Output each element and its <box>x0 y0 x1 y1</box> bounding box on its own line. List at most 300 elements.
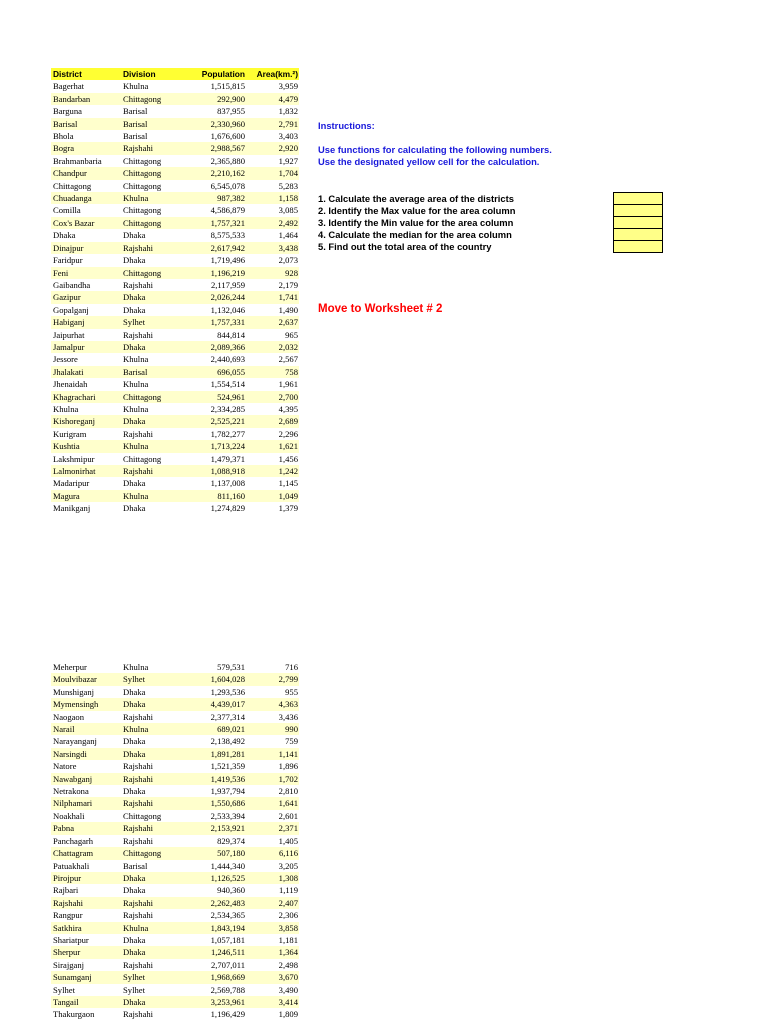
cell-population[interactable]: 1,293,536 <box>210 686 245 697</box>
cell-population[interactable]: 2,988,567 <box>179 142 246 154</box>
cell-population[interactable]: 811,160 <box>179 490 246 502</box>
cell-population[interactable]: 2,330,960 <box>179 118 246 130</box>
cell-population[interactable]: 829,374 <box>217 835 245 846</box>
cell-area[interactable]: 1,242 <box>246 465 299 477</box>
table-row <box>51 353 299 365</box>
cell-area[interactable]: 758 <box>246 366 299 378</box>
table-row <box>51 1008 299 1020</box>
cell-population[interactable]: 2,026,244 <box>179 291 246 303</box>
cell-district[interactable]: Chattagram <box>51 847 121 859</box>
cell-area[interactable]: 1,641 <box>246 797 299 809</box>
cell-district[interactable]: Chuadanga <box>51 192 121 204</box>
cell-area[interactable]: 1,405 <box>278 835 298 846</box>
cell-division[interactable]: Barisal <box>123 106 148 117</box>
cell-division[interactable]: Sylhet <box>123 984 145 995</box>
cell-area[interactable]: 990 <box>246 723 299 735</box>
cell-division[interactable]: Chittagong <box>123 180 162 191</box>
cell-population[interactable]: 2,153,921 <box>179 822 246 834</box>
table-row <box>51 661 299 673</box>
cell-population[interactable]: 1,891,281 <box>179 748 246 760</box>
cell-district[interactable]: Sylhet <box>53 984 75 995</box>
cell-district[interactable]: Panchagarh <box>53 835 94 846</box>
cell-area[interactable]: 1,832 <box>278 106 298 117</box>
cell-area[interactable]: 2,601 <box>278 810 298 821</box>
cell-population[interactable]: 1,515,815 <box>210 81 245 92</box>
cell-area[interactable]: 716 <box>285 662 298 672</box>
cell-district[interactable]: Patuakhali <box>53 860 90 871</box>
cell-population[interactable]: 1,550,686 <box>179 797 246 809</box>
cell-division[interactable]: Dhaka <box>123 230 146 241</box>
cell-division[interactable]: Khulna <box>123 379 149 390</box>
cell-division[interactable]: Rajshahi <box>121 797 179 809</box>
cell-division[interactable]: Chittagong <box>121 267 179 279</box>
cell-area[interactable]: 3,858 <box>246 922 299 934</box>
cell-district[interactable]: Natore <box>53 761 77 772</box>
cell-district[interactable]: Pirojpur <box>51 872 121 884</box>
cell-population[interactable]: 1,132,046 <box>210 304 245 315</box>
cell-population[interactable]: 2,365,880 <box>210 155 245 166</box>
cell-district[interactable]: Manikganj <box>53 503 91 514</box>
cell-population[interactable]: 2,707,011 <box>210 959 245 970</box>
cell-population[interactable]: 1,137,008 <box>210 478 245 489</box>
cell-area[interactable]: 4,479 <box>246 93 299 105</box>
cell-division[interactable]: Dhaka <box>123 686 146 697</box>
table-row <box>51 686 299 698</box>
task-2: 2. Identify the Max value for the area column <box>318 205 516 216</box>
cell-division[interactable]: Chittagong <box>121 391 179 403</box>
cell-district[interactable]: Narail <box>51 723 121 735</box>
cell-division[interactable]: Khulna <box>123 81 149 92</box>
cell-area[interactable]: 2,920 <box>246 142 299 154</box>
cell-area[interactable]: 1,809 <box>278 1009 298 1020</box>
cell-division[interactable]: Rajshahi <box>123 428 154 439</box>
cell-district[interactable]: Dhaka <box>53 230 76 241</box>
cell-population[interactable]: 1,937,794 <box>210 786 245 797</box>
cell-district[interactable]: Comilla <box>53 205 81 216</box>
table-row <box>51 254 299 266</box>
cell-division[interactable]: Chittagong <box>121 93 179 105</box>
cell-district[interactable]: Chandpur <box>51 167 121 179</box>
cell-district[interactable]: Narayanganj <box>53 736 97 747</box>
cell-area[interactable]: 2,179 <box>278 279 298 290</box>
cell-division[interactable]: Barisal <box>123 131 148 142</box>
cell-population[interactable]: 1,604,028 <box>179 673 246 685</box>
cell-area[interactable]: 928 <box>246 267 299 279</box>
cell-area[interactable]: 2,791 <box>246 118 299 130</box>
cell-division[interactable]: Chittagong <box>121 217 179 229</box>
table-row <box>51 403 299 415</box>
cell-population[interactable]: 1,757,331 <box>179 316 246 328</box>
cell-division[interactable]: Dhaka <box>123 304 146 315</box>
cell-population[interactable]: 1,757,321 <box>179 217 246 229</box>
cell-population[interactable]: 579,531 <box>217 662 245 672</box>
cell-district[interactable]: Habiganj <box>51 316 121 328</box>
cell-area[interactable]: 2,810 <box>278 786 298 797</box>
cell-district[interactable]: Cox's Bazar <box>51 217 121 229</box>
cell-district[interactable]: Faridpur <box>53 255 83 266</box>
cell-division[interactable]: Dhaka <box>123 786 146 797</box>
cell-population[interactable]: 1,968,669 <box>179 971 246 983</box>
header-area[interactable]: Area(km.²) <box>246 68 299 80</box>
cell-division[interactable]: Dhaka <box>121 415 179 427</box>
table-row <box>51 142 299 154</box>
cell-population[interactable]: 1,843,194 <box>179 922 246 934</box>
cell-district[interactable]: Satkhira <box>51 922 121 934</box>
cell-division[interactable]: Rajshahi <box>123 329 154 340</box>
cell-district[interactable]: Dinajpur <box>51 242 121 254</box>
cell-area[interactable]: 4,363 <box>246 698 299 710</box>
cell-area[interactable]: 1,490 <box>278 304 298 315</box>
cell-division[interactable]: Dhaka <box>121 341 179 353</box>
cell-division[interactable]: Khulna <box>121 723 179 735</box>
cell-area[interactable]: 1,158 <box>246 192 299 204</box>
cell-division[interactable]: Khulna <box>121 922 179 934</box>
cell-population[interactable]: 292,900 <box>179 93 246 105</box>
cell-division[interactable]: Khulna <box>123 403 149 414</box>
table-row <box>51 242 299 254</box>
cell-area[interactable]: 1,741 <box>246 291 299 303</box>
cell-district[interactable]: Brahmanbaria <box>53 155 102 166</box>
cell-district[interactable]: Magura <box>51 490 121 502</box>
cell-division[interactable]: Barisal <box>121 366 179 378</box>
cell-population[interactable]: 2,138,492 <box>210 736 245 747</box>
cell-area[interactable]: 1,621 <box>246 440 299 452</box>
cell-division[interactable]: Chittagong <box>123 155 162 166</box>
table-row <box>51 971 299 983</box>
cell-area[interactable]: 1,145 <box>278 478 298 489</box>
cell-population[interactable]: 837,955 <box>217 106 245 117</box>
cell-division[interactable]: Rajshahi <box>123 1009 154 1020</box>
cell-area[interactable]: 2,700 <box>246 391 299 403</box>
cell-area[interactable]: 1,702 <box>246 773 299 785</box>
cell-area[interactable]: 1,364 <box>246 946 299 958</box>
cell-population[interactable]: 2,117,959 <box>210 279 245 290</box>
table-row <box>51 167 299 179</box>
table-row <box>51 860 299 872</box>
cell-district[interactable]: Lakshmipur <box>53 453 95 464</box>
table-row <box>51 105 299 117</box>
cell-area[interactable]: 1,049 <box>246 490 299 502</box>
cell-district[interactable]: Thakurgaon <box>53 1009 95 1020</box>
cell-district[interactable]: Kishoreganj <box>51 415 121 427</box>
cell-division[interactable]: Rajshahi <box>123 835 154 846</box>
cell-district[interactable]: Munshiganj <box>53 686 95 697</box>
cell-division[interactable]: Chittagong <box>123 810 162 821</box>
cell-division[interactable]: Rajshahi <box>121 773 179 785</box>
cell-area[interactable]: 3,670 <box>246 971 299 983</box>
cell-area[interactable]: 965 <box>285 329 298 340</box>
cell-division[interactable]: Chittagong <box>121 847 179 859</box>
cell-population[interactable]: 1,782,277 <box>210 428 245 439</box>
table-row <box>51 711 299 723</box>
cell-district[interactable]: Madaripur <box>53 478 90 489</box>
cell-population[interactable]: 1,719,496 <box>210 255 245 266</box>
cell-population[interactable]: 1,196,429 <box>210 1009 245 1020</box>
cell-district[interactable]: Gaibandha <box>53 279 91 290</box>
table-row <box>51 897 299 909</box>
cell-division[interactable]: Rajshahi <box>123 761 154 772</box>
cell-district[interactable]: Sherpur <box>51 946 121 958</box>
table-row <box>51 279 299 291</box>
cell-population[interactable]: 1,057,181 <box>210 934 245 945</box>
cell-population[interactable]: 1,196,219 <box>179 267 246 279</box>
cell-district[interactable]: Rajshahi <box>51 897 121 909</box>
cell-area[interactable]: 1,456 <box>278 453 298 464</box>
cell-division[interactable]: Khulna <box>121 192 179 204</box>
cell-population[interactable]: 1,479,371 <box>210 453 245 464</box>
cell-district[interactable]: Feni <box>51 267 121 279</box>
cell-division[interactable]: Khulna <box>123 662 149 672</box>
cell-district[interactable]: Kushtia <box>51 440 121 452</box>
cell-population[interactable]: 4,439,017 <box>179 698 246 710</box>
cell-population[interactable]: 2,210,162 <box>179 167 246 179</box>
cell-division[interactable]: Dhaka <box>123 934 146 945</box>
cell-area[interactable]: 3,436 <box>278 711 298 722</box>
cell-area[interactable]: 3,490 <box>278 984 298 995</box>
table-row <box>51 946 299 958</box>
cell-district[interactable]: Rajbari <box>53 885 79 896</box>
cell-area[interactable]: 2,637 <box>246 316 299 328</box>
cell-division[interactable]: Rajshahi <box>121 142 179 154</box>
table-row <box>51 835 299 847</box>
header-district[interactable]: District <box>51 68 121 80</box>
cell-district[interactable]: Shariatpur <box>53 934 89 945</box>
cell-district[interactable]: Rangpur <box>53 910 83 921</box>
table-row <box>51 797 299 809</box>
cell-area[interactable]: 1,141 <box>246 748 299 760</box>
cell-area[interactable]: 1,181 <box>278 934 298 945</box>
cell-division[interactable]: Dhaka <box>121 748 179 760</box>
cell-area[interactable]: 3,403 <box>278 131 298 142</box>
cell-division[interactable]: Sylhet <box>121 971 179 983</box>
cell-population[interactable]: 940,360 <box>217 885 245 896</box>
cell-area[interactable]: 6,116 <box>246 847 299 859</box>
cell-district[interactable]: Gopalganj <box>53 304 89 315</box>
cell-division[interactable]: Dhaka <box>123 885 146 896</box>
header-division[interactable]: Division <box>121 68 179 80</box>
cell-area[interactable]: 3,438 <box>246 242 299 254</box>
table-row <box>51 673 299 685</box>
cell-division[interactable]: Barisal <box>123 860 148 871</box>
cell-population[interactable]: 2,089,366 <box>179 341 246 353</box>
cell-population[interactable]: 2,377,314 <box>210 711 245 722</box>
cell-district[interactable]: Jessore <box>53 354 78 365</box>
cell-population[interactable]: 1,676,600 <box>210 131 245 142</box>
table-row <box>51 959 299 971</box>
cell-division[interactable]: Rajshahi <box>123 711 154 722</box>
cell-district[interactable]: Netrakona <box>53 786 89 797</box>
cell-division[interactable]: Barisal <box>121 118 179 130</box>
cell-division[interactable]: Khulna <box>121 440 179 452</box>
cell-district[interactable]: Jhalakati <box>51 366 121 378</box>
cell-district[interactable]: Pabna <box>51 822 121 834</box>
instructions-line-2: Use the designated yellow cell for the calculation. <box>318 156 540 167</box>
cell-district[interactable]: Bandarban <box>51 93 121 105</box>
cell-population[interactable]: 2,440,693 <box>210 354 245 365</box>
cell-division[interactable]: Dhaka <box>123 255 146 266</box>
cell-division[interactable]: Chittagong <box>121 167 179 179</box>
cell-district[interactable]: Khulna <box>53 403 79 414</box>
cell-population[interactable]: 1,444,340 <box>210 860 245 871</box>
cell-area[interactable]: 1,704 <box>246 167 299 179</box>
cell-district[interactable]: Narsingdi <box>51 748 121 760</box>
cell-area[interactable]: 2,296 <box>278 428 298 439</box>
cell-area[interactable]: 2,567 <box>278 354 298 365</box>
cell-division[interactable]: Khulna <box>123 354 149 365</box>
cell-district[interactable]: Moulvibazar <box>51 673 121 685</box>
cell-area[interactable]: 955 <box>285 686 298 697</box>
cell-district[interactable]: Meherpur <box>53 662 87 672</box>
cell-division[interactable]: Rajshahi <box>121 897 179 909</box>
cell-division[interactable]: Dhaka <box>123 736 146 747</box>
table-row <box>51 934 299 946</box>
cell-population[interactable]: 1,419,536 <box>179 773 246 785</box>
cell-division[interactable]: Rajshahi <box>121 822 179 834</box>
cell-division[interactable]: Rajshahi <box>121 242 179 254</box>
cell-population[interactable]: 2,533,394 <box>210 810 245 821</box>
cell-area[interactable]: 2,799 <box>246 673 299 685</box>
cell-district[interactable]: Gazipur <box>51 291 121 303</box>
cell-district[interactable]: Chittagong <box>53 180 92 191</box>
cell-area[interactable]: 5,283 <box>278 180 298 191</box>
header-population[interactable]: Population <box>179 68 246 80</box>
cell-district[interactable]: Sunamganj <box>51 971 121 983</box>
cell-area[interactable]: 2,371 <box>246 822 299 834</box>
cell-area[interactable]: 1,119 <box>278 885 298 896</box>
cell-population[interactable]: 8,575,533 <box>210 230 245 241</box>
cell-division[interactable]: Dhaka <box>121 946 179 958</box>
table-row <box>51 490 299 502</box>
table-row <box>51 93 299 105</box>
cell-area[interactable]: 2,407 <box>246 897 299 909</box>
cell-population[interactable]: 1,521,359 <box>210 761 245 772</box>
cell-area[interactable]: 3,085 <box>278 205 298 216</box>
cell-area[interactable]: 4,395 <box>278 403 298 414</box>
cell-population[interactable]: 987,382 <box>179 192 246 204</box>
cell-district[interactable]: Sirajganj <box>53 959 85 970</box>
table-row <box>51 872 299 884</box>
cell-area[interactable]: 1,961 <box>278 379 298 390</box>
cell-area[interactable]: 1,379 <box>278 503 298 514</box>
cell-district[interactable]: Bhola <box>53 131 74 142</box>
cell-district[interactable]: Bagerhat <box>53 81 85 92</box>
cell-population[interactable]: 844,814 <box>217 329 245 340</box>
cell-population[interactable]: 3,253,961 <box>179 996 246 1008</box>
cell-population[interactable]: 689,021 <box>179 723 246 735</box>
cell-division[interactable]: Dhaka <box>121 996 179 1008</box>
cell-area[interactable]: 2,306 <box>278 910 298 921</box>
cell-district[interactable]: Mymensingh <box>51 698 121 710</box>
cell-area[interactable]: 1,927 <box>278 155 298 166</box>
cell-district[interactable]: Naogaon <box>53 711 85 722</box>
cell-district[interactable]: Jhenaidah <box>53 379 88 390</box>
cell-area[interactable]: 2,498 <box>278 959 298 970</box>
cell-district[interactable]: Nawabganj <box>51 773 121 785</box>
cell-district[interactable]: Noakhali <box>53 810 85 821</box>
cell-district[interactable]: Tangail <box>51 996 121 1008</box>
instructions-heading: Instructions: <box>318 120 375 131</box>
table-row <box>51 204 299 216</box>
cell-population[interactable]: 507,180 <box>179 847 246 859</box>
cell-area[interactable]: 3,205 <box>278 860 298 871</box>
cell-population[interactable]: 1,554,514 <box>210 379 245 390</box>
cell-area[interactable]: 2,073 <box>278 255 298 266</box>
cell-area[interactable]: 3,414 <box>246 996 299 1008</box>
cell-district[interactable]: Kurigram <box>53 428 87 439</box>
cell-population[interactable]: 1,088,918 <box>179 465 246 477</box>
cell-population[interactable]: 2,525,221 <box>179 415 246 427</box>
cell-population[interactable]: 2,262,483 <box>179 897 246 909</box>
cell-area[interactable]: 759 <box>285 736 298 747</box>
cell-district[interactable]: Barisal <box>51 118 121 130</box>
cell-population[interactable]: 524,961 <box>179 391 246 403</box>
cell-district[interactable]: Nilphamari <box>51 797 121 809</box>
table-row <box>51 341 299 353</box>
cell-area[interactable]: 2,032 <box>246 341 299 353</box>
cell-area[interactable]: 1,308 <box>246 872 299 884</box>
cell-population[interactable]: 2,334,285 <box>210 403 245 414</box>
cell-district[interactable]: Khagrachari <box>51 391 121 403</box>
cell-division[interactable]: Dhaka <box>121 291 179 303</box>
cell-district[interactable]: Jaipurhat <box>53 329 85 340</box>
table-row <box>51 130 299 142</box>
answer-cell-total[interactable] <box>613 240 663 253</box>
cell-area[interactable]: 1,896 <box>278 761 298 772</box>
table-row <box>51 773 299 785</box>
cell-population[interactable]: 1,246,511 <box>179 946 246 958</box>
table-row <box>51 192 299 204</box>
cell-division[interactable]: Sylhet <box>121 673 179 685</box>
cell-population[interactable]: 1,126,525 <box>179 872 246 884</box>
cell-division[interactable]: Dhaka <box>121 698 179 710</box>
cell-district[interactable]: Barguna <box>53 106 82 117</box>
cell-division[interactable]: Sylhet <box>121 316 179 328</box>
cell-population[interactable]: 1,274,829 <box>210 503 245 514</box>
cell-division[interactable]: Chittagong <box>123 453 162 464</box>
cell-population[interactable]: 2,617,942 <box>179 242 246 254</box>
cell-division[interactable]: Rajshahi <box>123 279 154 290</box>
cell-division[interactable]: Rajshahi <box>123 959 154 970</box>
cell-population[interactable]: 1,713,224 <box>179 440 246 452</box>
move-to-worksheet-link[interactable]: Move to Worksheet # 2 <box>318 303 443 315</box>
cell-division[interactable]: Rajshahi <box>121 465 179 477</box>
task-4: 4. Calculate the median for the area column <box>318 229 512 240</box>
table-row <box>51 304 299 316</box>
cell-district[interactable]: Jamalpur <box>51 341 121 353</box>
table-row <box>51 316 299 328</box>
cell-district[interactable]: Bogra <box>51 142 121 154</box>
cell-area[interactable]: 2,689 <box>246 415 299 427</box>
cell-area[interactable]: 2,492 <box>246 217 299 229</box>
cell-area[interactable]: 1,464 <box>278 230 298 241</box>
cell-population[interactable]: 696,055 <box>179 366 246 378</box>
cell-division[interactable]: Dhaka <box>123 478 146 489</box>
table-row <box>51 909 299 921</box>
cell-population[interactable]: 6,545,078 <box>210 180 245 191</box>
cell-district[interactable]: Lalmonirhat <box>51 465 121 477</box>
cell-division[interactable]: Chittagong <box>123 205 162 216</box>
table-row <box>51 984 299 996</box>
cell-division[interactable]: Dhaka <box>121 872 179 884</box>
cell-population[interactable]: 2,534,365 <box>210 910 245 921</box>
cell-division[interactable]: Khulna <box>121 490 179 502</box>
district-table-top <box>51 68 299 515</box>
cell-population[interactable]: 4,586,879 <box>210 205 245 216</box>
cell-division[interactable]: Dhaka <box>123 503 146 514</box>
cell-area[interactable]: 3,959 <box>278 81 298 92</box>
cell-division[interactable]: Rajshahi <box>123 910 154 921</box>
cell-population[interactable]: 2,569,788 <box>210 984 245 995</box>
